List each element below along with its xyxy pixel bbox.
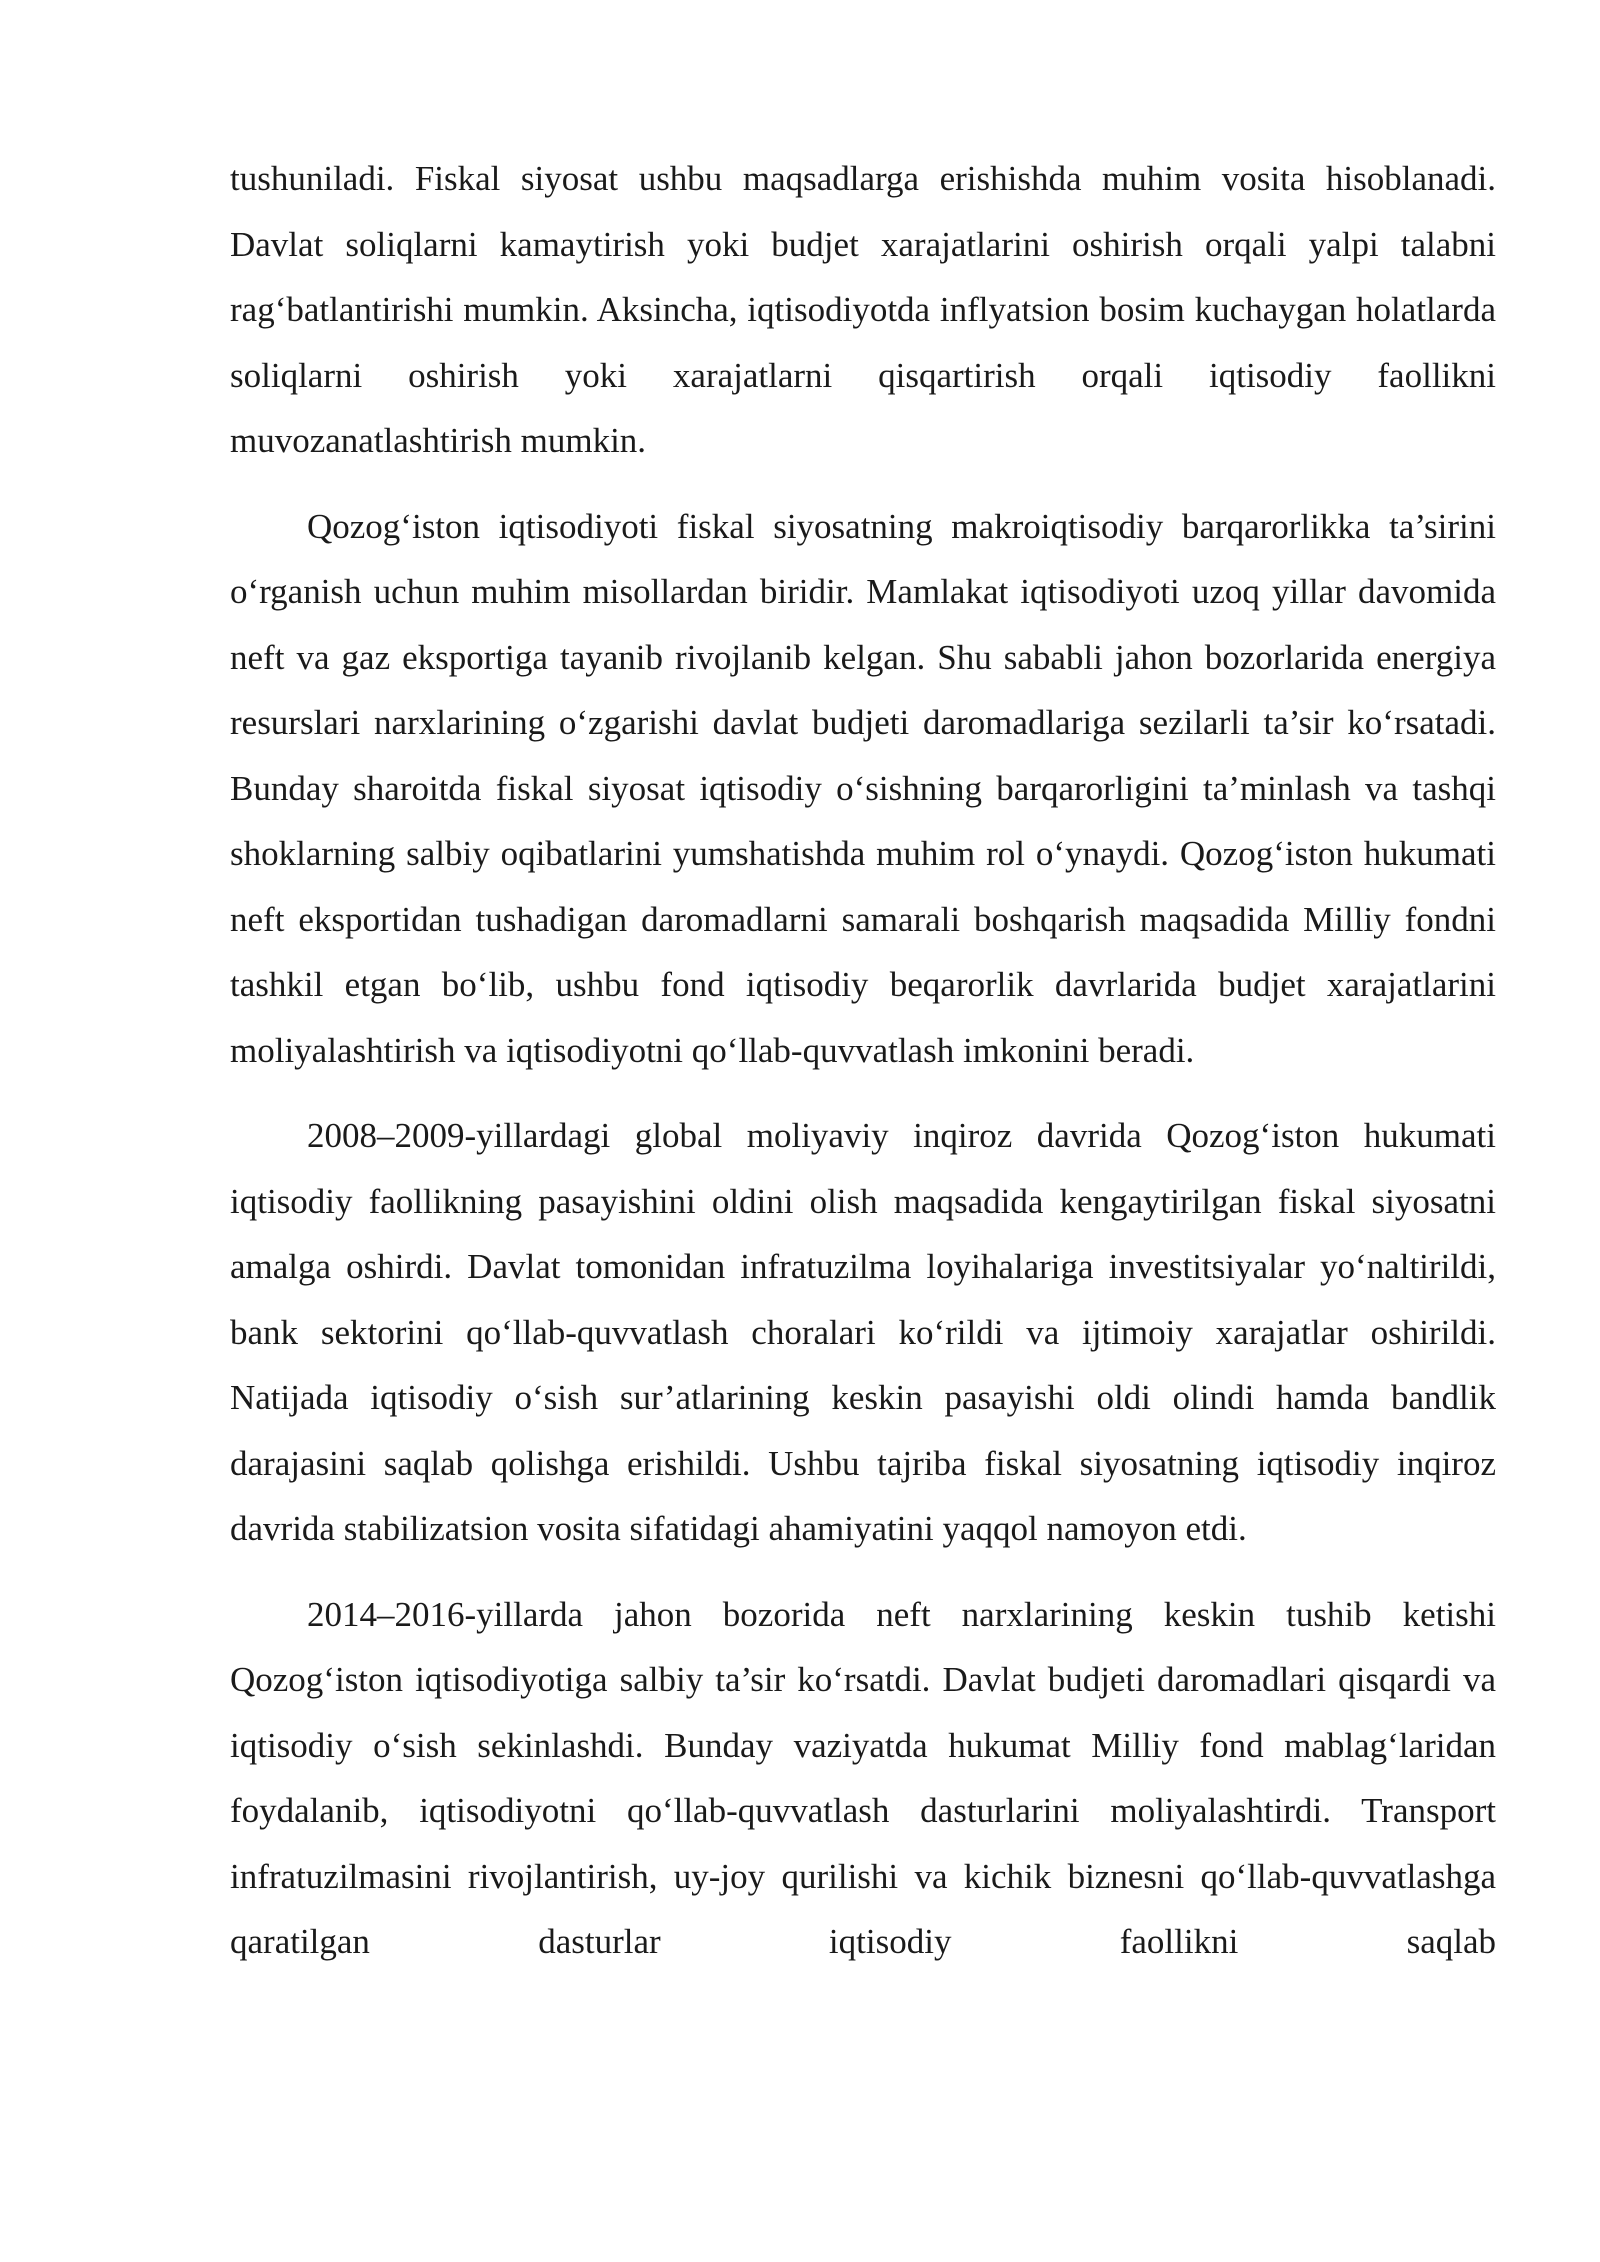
body-text bbox=[230, 146, 1496, 1975]
paragraph-2014-oil-prices: 2014–2016-yillarda jahon bozorida neft narxlarining keskin tushib ketishi Qozog‘iston iqtisodiyotiga salbiy ta’sir ko‘rsatdi. Davlat budjeti daromadlari qisqardi va iqtisodiy o‘sish sekinlashdi. Bunday vaziyatda hukumat Milliy fond mablag‘laridan foydalanib, iqtisodiyotni qo‘llab-quvvatlash dasturlarini moliyalashtirdi. Transport infratuzilmasini rivojlantirish, uy-joy qurilishi va kichik biznesni qo‘llab-quvvatlashga qaratilgan dasturlar iqtisodiy faollikni saqlab bbox=[230, 1594, 1496, 1961]
paragraph-2008-crisis: 2008–2009-yillardagi global moliyaviy inqiroz davrida Qozog‘iston hukumati iqtisodiy faollikning pasayishini oldini olish maqsadida kengaytirilgan fiskal siyosatni amalga oshirdi. Davlat tomonidan infratuzilma loyihalariga investitsiyalar yo‘naltirildi, bank sektorini qo‘llab-quvvatlash choralari ko‘rildi va ijtimoiy xarajatlar oshirildi. Natijada iqtisodiy o‘sish sur’atlarining keskin pasayishi oldi olindi hamda bandlik darajasini saqlab qolishga erishildi. Ushbu tajriba fiskal siyosatning iqtisodiy inqiroz davrida stabilizatsion vosita sifatidagi ahamiyatini yaqqol namoyon etdi. bbox=[230, 1116, 1496, 1548]
paragraph-continuation: tushuniladi. Fiskal siyosat ushbu maqsadlarga erishishda muhim vosita hisoblanadi. Davlat soliqlarni kamaytirish yoki budjet xarajatlarini oshirish orqali yalpi talabni rag‘batlantirishi mumkin. Aksincha, iqtisodiyotda inflyatsion bosim kuchaygan holatlarda soliqlarni oshirish yoki xarajatlarni qisqartirish orqali iqtisodiy faollikni muvozanatlashtirish mumkin. bbox=[230, 159, 1496, 460]
paragraph-kazakhstan-economy: Qozog‘iston iqtisodiyoti fiskal siyosatning makroiqtisodiy barqarorlikka ta’sirini o‘rganish uchun muhim misollardan biridir. Mamlakat iqtisodiyoti uzoq yillar davomida neft va gaz eksportiga tayanib rivojlanib kelgan. Shu sababli jahon bozorlarida energiya resurslari narxlarining o‘zgarishi davlat budjeti daromadlariga sezilarli ta’sir ko‘rsatadi. Bunday sharoitda fiskal siyosat iqtisodiy o‘sishning barqarorligini ta’minlash va tashqi shoklarning salbiy oqibatlarini yumshatishda muhim rol o‘ynaydi. Qozog‘iston hukumati neft eksportidan tushadigan daromadlarni samarali boshqarish maqsadida Milliy fondni tashkil etgan bo‘lib, ushbu fond iqtisodiy beqarorlik davrlarida budjet xarajatlarini moliyalashtirish va iqtisodiyotni qo‘llab-quvvatlash imkonini beradi. bbox=[230, 506, 1496, 1070]
